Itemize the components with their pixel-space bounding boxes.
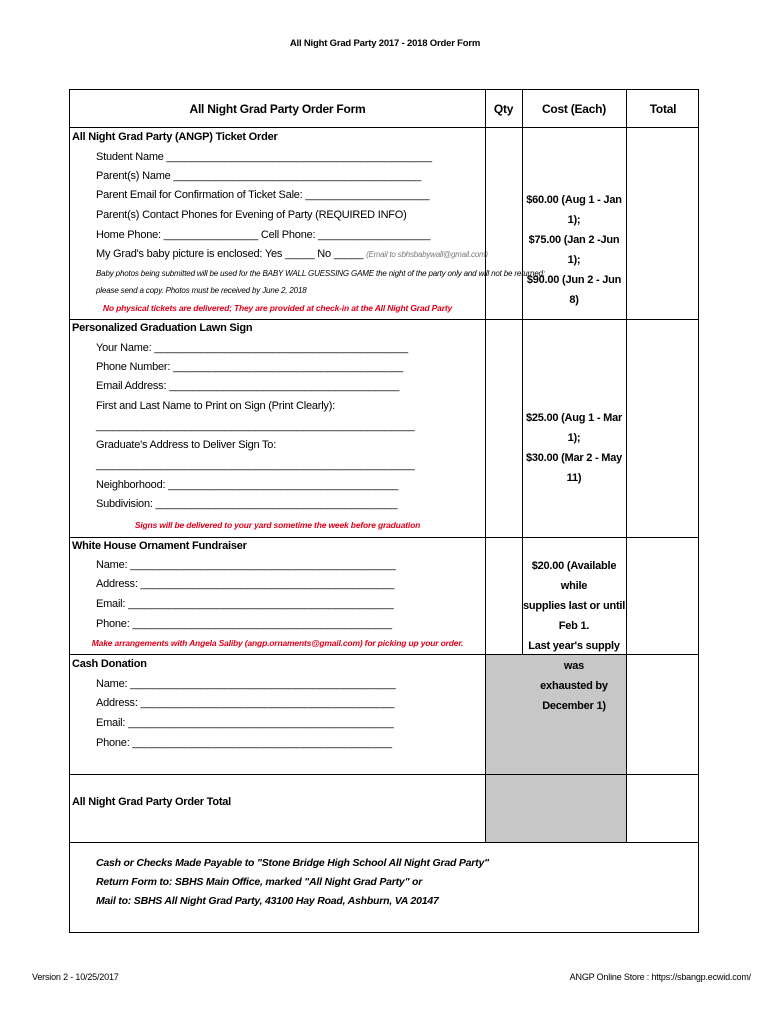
total-column-divider bbox=[626, 90, 627, 843]
ornament-email-field[interactable]: Email: _____________________________________________ bbox=[96, 598, 394, 610]
ticket-cost-tier-3: $90.00 (Jun 2 - Jun 8) bbox=[526, 274, 622, 306]
print-name-label: First and Last Name to Print on Sign (Print Clearly): bbox=[96, 400, 335, 412]
neighborhood-field[interactable]: Neighborhood: _______________________________________ bbox=[96, 479, 399, 491]
total-header: Total bbox=[649, 102, 677, 116]
donation-row-divider bbox=[70, 774, 698, 775]
order-form-table bbox=[69, 89, 699, 933]
order-total-label: All Night Grad Party Order Total bbox=[72, 796, 232, 808]
parent-name-field[interactable]: Parent(s) Name __________________________________________ bbox=[96, 170, 422, 182]
ornament-cost-line-1: $20.00 (Available while bbox=[531, 560, 617, 592]
donation-email-field[interactable]: Email: _____________________________________________ bbox=[96, 717, 394, 729]
cost-each-header: Cost (Each) bbox=[541, 102, 607, 116]
ornament-name-field[interactable]: Name: _____________________________________________ bbox=[96, 559, 396, 571]
ornament-cost-line-4: exhausted by December 1) bbox=[540, 680, 608, 712]
print-name-field[interactable]: ______________________________________________________ bbox=[96, 420, 415, 432]
baby-picture-label: My Grad's baby picture is enclosed: Yes _____ No _____ bbox=[96, 248, 364, 260]
payment-line-2: Return Form to: SBHS Main Office, marked "All Night Grad Party" or bbox=[96, 876, 423, 888]
ornament-cost-line-3: Last year's supply was bbox=[528, 640, 620, 672]
phones-field[interactable]: Home Phone: ________________ Cell Phone: ___________________ bbox=[96, 229, 431, 241]
donation-address-field[interactable]: Address: ___________________________________________ bbox=[96, 697, 395, 709]
donation-section-heading: Cash Donation bbox=[72, 658, 147, 670]
contact-phones-label: Parent(s) Contact Phones for Evening of Party (REQUIRED INFO) bbox=[96, 209, 407, 221]
ticket-section-heading: All Night Grad Party (ANGP) Ticket Order bbox=[72, 131, 278, 143]
payment-line-1: Cash or Checks Made Payable to "Stone Bridge High School All Night Grad Party" bbox=[96, 857, 489, 869]
total-row-divider bbox=[70, 842, 698, 843]
lawn-sign-cost-tier-1: $25.00 (Aug 1 - Mar 1); bbox=[525, 412, 623, 444]
online-store-link[interactable]: ANGP Online Store : https://sbangp.ecwid.com/ bbox=[569, 972, 751, 982]
payment-instructions bbox=[96, 854, 489, 911]
version-label: Version 2 - 10/25/2017 bbox=[32, 972, 119, 982]
payment-line-3: Mail to: SBHS All Night Grad Party, 43100 Hay Road, Ashburn, VA 20147 bbox=[96, 895, 439, 907]
qty-header: Qty bbox=[493, 102, 514, 116]
ticket-row-divider bbox=[70, 319, 698, 320]
lawn-sign-phone-field[interactable]: Phone Number: _______________________________________ bbox=[96, 361, 404, 373]
lawn-sign-email-field[interactable]: Email Address: _______________________________________ bbox=[96, 380, 400, 392]
lawn-sign-cost bbox=[522, 408, 626, 488]
form-title: All Night Grad Party Order Form bbox=[189, 102, 366, 116]
parent-email-field[interactable]: Parent Email for Confirmation of Ticket Sale: _____________________ bbox=[96, 189, 430, 201]
ornament-cost bbox=[522, 556, 626, 716]
ornament-address-field[interactable]: Address: ___________________________________________ bbox=[96, 578, 395, 590]
baby-email-note: (Email to sbhsbabywall@gmail.com) bbox=[366, 250, 488, 259]
ticket-cost-tier-2: $75.00 (Jan 2 -Jun 1); bbox=[528, 234, 620, 266]
lawn-sign-delivery-note: Signs will be delivered to your yard sometime the week before graduation bbox=[134, 520, 421, 530]
ornament-pickup-note: Make arrangements with Angela Saliby (angp.ornaments@gmail.com) for picking up your order. bbox=[91, 638, 464, 648]
page-title: All Night Grad Party 2017 - 2018 Order Form bbox=[289, 38, 481, 49]
total-shaded-cell bbox=[486, 775, 626, 842]
donation-phone-field[interactable]: Phone: ____________________________________________ bbox=[96, 737, 392, 749]
baby-photo-note-1: Baby photos being submitted will be used for the BABY WALL GUESSING GAME the night of the party only and will not be returned; bbox=[96, 269, 545, 278]
lawn-sign-row-divider bbox=[70, 537, 698, 538]
baby-picture-field[interactable] bbox=[96, 248, 488, 260]
lawn-sign-name-field[interactable]: Your Name: ___________________________________________ bbox=[96, 342, 408, 354]
lawn-sign-section-heading: Personalized Graduation Lawn Sign bbox=[72, 322, 253, 334]
ornament-cost-line-2: supplies last or until Feb 1. bbox=[522, 600, 626, 632]
ornament-section-heading: White House Ornament Fundraiser bbox=[72, 540, 247, 552]
grad-address-field[interactable]: ______________________________________________________ bbox=[96, 459, 415, 471]
donation-name-field[interactable]: Name: _____________________________________________ bbox=[96, 678, 396, 690]
ticket-cost bbox=[522, 190, 626, 310]
subdivision-field[interactable]: Subdivision: _________________________________________ bbox=[96, 498, 398, 510]
lawn-sign-cost-tier-2: $30.00 (Mar 2 - May 11) bbox=[525, 452, 623, 484]
ticket-cost-tier-1: $60.00 (Aug 1 - Jan 1); bbox=[526, 194, 622, 226]
header-row-divider bbox=[70, 127, 698, 128]
baby-photo-note-2: please send a copy. Photos must be received by June 2, 2018 bbox=[96, 286, 307, 295]
grad-address-label: Graduate's Address to Deliver Sign To: bbox=[96, 439, 277, 451]
ornament-phone-field[interactable]: Phone: ____________________________________________ bbox=[96, 618, 392, 630]
student-name-field[interactable]: Student Name _____________________________________________ bbox=[96, 151, 432, 163]
ticket-delivery-note: No physical tickets are delivered; They are provided at check-in at the All Night Grad Party bbox=[102, 303, 453, 313]
